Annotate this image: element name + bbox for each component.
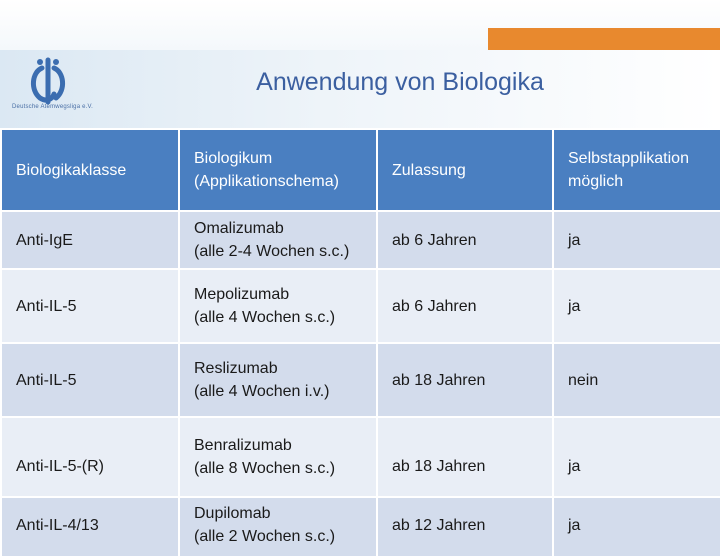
biologika-table <box>0 128 720 558</box>
cell-klasse: Anti-IL-5 <box>1 269 179 343</box>
cell-zulassung: ab 6 Jahren <box>377 211 553 269</box>
header-selbstapplikation: Selbstapplikation möglich <box>553 129 720 211</box>
drug-schema: (alle 8 Wochen s.c.) <box>194 460 336 477</box>
logo-caption: Deutsche Atemwegsliga e.V. <box>12 104 94 110</box>
cell-selbstapplikation: ja <box>553 211 720 269</box>
table-row <box>1 417 720 497</box>
cell-klasse: Anti-IgE <box>1 211 179 269</box>
cell-biologikum <box>179 497 377 557</box>
cell-biologikum <box>179 417 377 497</box>
cell-biologikum <box>179 269 377 343</box>
drug-schema: (alle 4 Wochen s.c.) <box>194 309 336 326</box>
drug-schema: (alle 4 Wochen i.v.) <box>194 383 330 400</box>
cell-zulassung: ab 18 Jahren <box>377 417 553 497</box>
header-zulassung: Zulassung <box>377 129 553 211</box>
cell-zulassung: ab 12 Jahren <box>377 497 553 557</box>
header-biologikum: Biologikum (Applikationschema) <box>179 129 377 211</box>
cell-klasse: Anti-IL-5 <box>1 343 179 417</box>
cell-selbstapplikation: ja <box>553 269 720 343</box>
cell-selbstapplikation: ja <box>553 417 720 497</box>
table-row <box>1 497 720 557</box>
slide-title: Anwendung von Biologika <box>256 68 544 96</box>
table-row <box>1 343 720 417</box>
drug-schema: (alle 2-4 Wochen s.c.) <box>194 243 350 260</box>
cell-selbstapplikation: ja <box>553 497 720 557</box>
drug-schema: (alle 2 Wochen s.c.) <box>194 528 336 545</box>
accent-bar <box>488 28 720 50</box>
cell-biologikum <box>179 211 377 269</box>
cell-klasse: Anti-IL-5-(R) <box>1 417 179 497</box>
table-row <box>1 269 720 343</box>
cell-selbstapplikation: nein <box>553 343 720 417</box>
cell-zulassung: ab 18 Jahren <box>377 343 553 417</box>
table-row <box>1 211 720 269</box>
drug-name: Benralizumab <box>194 437 292 454</box>
drug-name: Mepolizumab <box>194 286 290 303</box>
cell-klasse: Anti-IL-4/13 <box>1 497 179 557</box>
table-header-row <box>1 129 720 211</box>
drug-name: Reslizumab <box>194 360 278 377</box>
cell-biologikum <box>179 343 377 417</box>
drug-name: Dupilomab <box>194 505 271 522</box>
drug-name: Omalizumab <box>194 220 284 237</box>
cell-zulassung: ab 6 Jahren <box>377 269 553 343</box>
header-biologikaklasse: Biologikaklasse <box>1 129 179 211</box>
